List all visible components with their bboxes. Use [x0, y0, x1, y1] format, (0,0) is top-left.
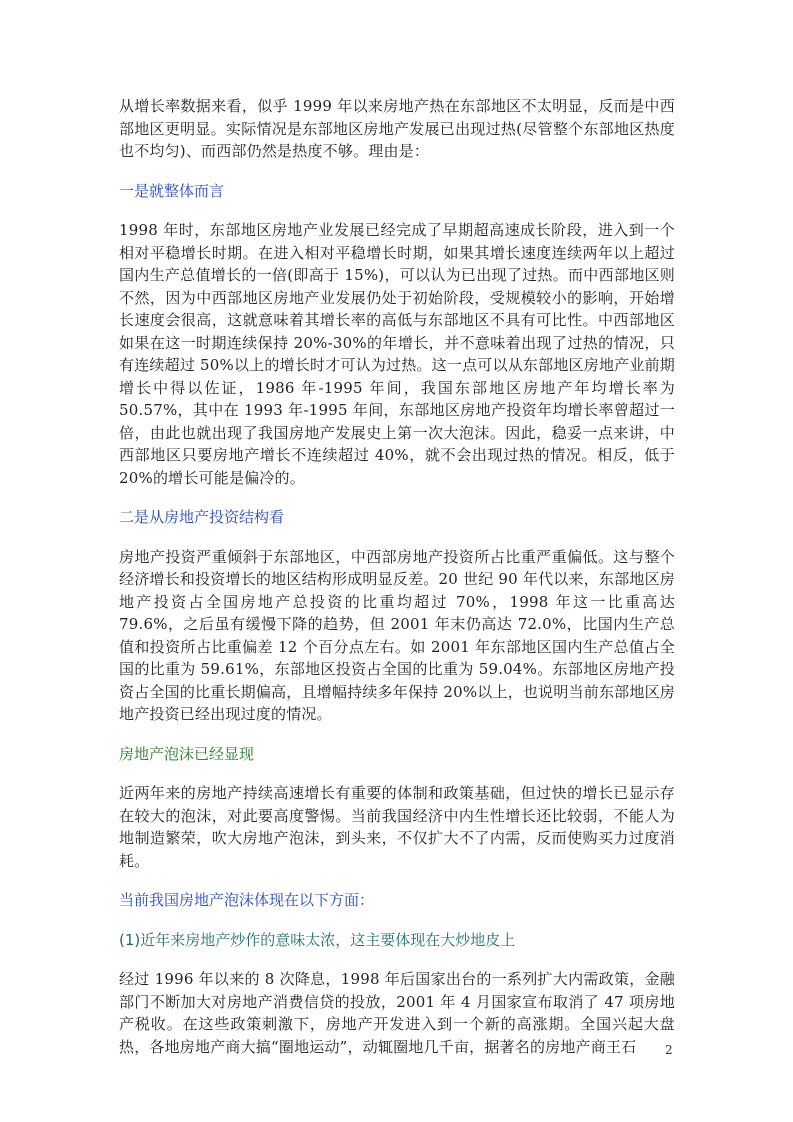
document-page — [119, 95, 675, 1058]
heading-overall: 一是就整体而言 — [119, 181, 225, 200]
paragraph-speculation: 经过 1996 年以来的 8 次降息，1998 年后国家出台的一系列扩大内需政策，金融部门不断加大对房地产消费信贷的投放，2001 年 4 月国家宣布取消了 47 项房地产税收。在这些政策刺激下，房地产开发进入到一个新的高涨期。全国兴起大盘热，各地房地产商大搞“圈地运动”，动辄圈地几千亩，据著名的房地产商王石 — [119, 970, 675, 1056]
heading-bubble-emerging: 房地产泡沫已经显现 — [119, 744, 255, 763]
heading-speculation: (1)近年来房地产炒作的意味太浓，这主要体现在大炒地皮上 — [119, 930, 516, 949]
paragraph-investment-structure: 房地产投资严重倾斜于东部地区，中西部房地产投资所占比重严重偏低。这与整个经济增长和投资增长的地区结构形成明显反差。20 世纪 90 年代以来，东部地区房地产投资占全国房地产总投资的比重均超过 70%，1998 年这一比重高达79.6%，之后虽有缓慢下降的趋势，但 2001 年末仍高达 72.0%，比国内生产总值和投资所占比重偏差 12 个百分点左右。如 2001 年东部地区国内生产总值占全国的比重为 59.61%，东部地区投资占全国的比重为 59.04%。东部地区房地产投资占全国的比重长期偏高，且增幅持续多年保持 20%以上，也说明当前东部地区房地产投资已经出现过度的情况。 — [119, 547, 675, 723]
heading-investment-structure: 二是从房地产投资结构看 — [119, 508, 285, 526]
heading-bubble-aspects: 当前我国房地产泡沫体现在以下方面： — [119, 891, 375, 909]
page-number: 2 — [665, 1043, 673, 1057]
paragraph-overall: 1998 年时，东部地区房地产业发展已经完成了早期超高速成长阶段，进入到一个相对平稳增长时期。在进入相对平稳增长时期，如果其增长速度连续两年以上超过国内生产总值增长的一倍(即高于 15%)，可以认为已出现了过热。而中西部地区则不然，因为中西部地区房地产业发展仍处于初始阶段，受规模较小的影响，开始增长速度会很高，这就意味着其增长率的高低与东部地区不具有可比性。中西部地区如果在这一时期连续保持 20%-30%的年增长，并不意味着出现了过热的情况，只有连续超过 50%以上的增长时才可认为过热。这一点可以从东部地区房地产业前期增长中得以佐证，1986 年-1995 年间，我国东部地区房地产年均增长率为 50.57%，其中在 1993 年-1995 年间，东部地区房地产投资年均增长率曾超过一倍，由此也就出现了我国房地产发展史上第一次大泡沫。因此，稳妥一点来讲，中西部地区只要房地产增长不连续超过 40%，就不会出现过热的情况。相反，低于 20%的增长可能是偏冷的。 — [119, 221, 675, 487]
paragraph-intro: 从增长率数据来看，似乎 1999 年以来房地产热在东部地区不太明显，反而是中西部地区更明显。实际情况是东部地区房地产发展已出现过热(尽管整个东部地区热度也不均匀)、而西部仍然是热度不够。理由是： — [119, 97, 675, 160]
paragraph-bubble-emerging: 近两年来的房地产持续高速增长有重要的体制和政策基础，但过快的增长已显示存在较大的泡沫，对此要高度警惕。当前我国经济中内生性增长还比较弱，不能人为地制造繁荣，吹大房地产泡沫，到头来，不仅扩大不了内需，反而使购买力过度消耗。 — [119, 784, 675, 870]
